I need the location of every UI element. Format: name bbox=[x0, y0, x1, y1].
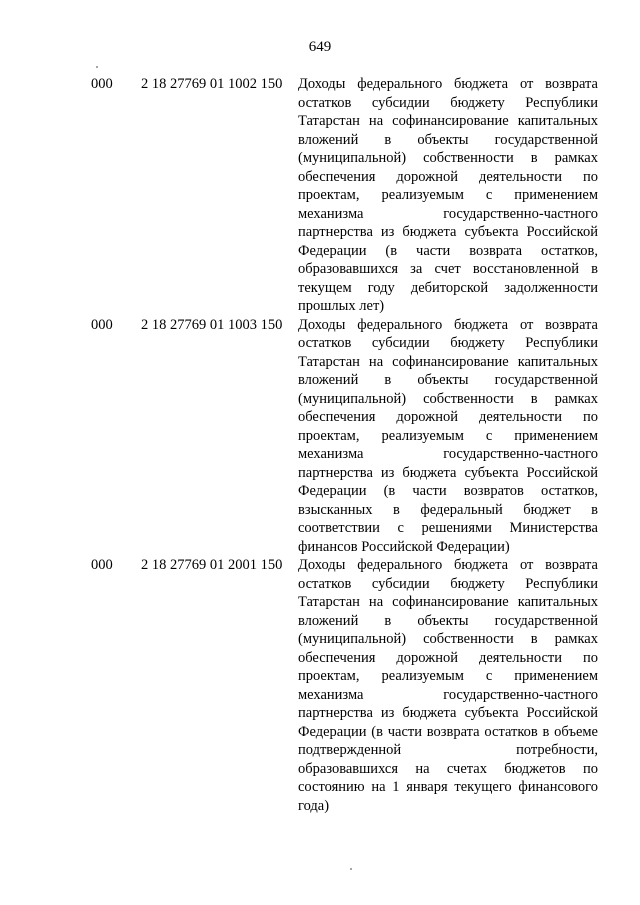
description-line: подтвержденной потребности, bbox=[298, 742, 598, 758]
description-line: партнерства из бюджета субъекта Российской bbox=[298, 464, 598, 481]
description-line: (муниципальной) собственности в рамках bbox=[298, 390, 598, 407]
description-line: Татарстан на софинансирование капитальных bbox=[298, 353, 598, 370]
description-line: прошлых лет) bbox=[298, 298, 385, 314]
description-line: года) bbox=[298, 797, 330, 814]
description-line: образовавшихся на счетах бюджетов по bbox=[298, 760, 598, 777]
scan-speck bbox=[96, 66, 98, 68]
description-line: взысканных в федеральный бюджет в bbox=[298, 501, 598, 518]
description-line: проектам, реализуемым с применением bbox=[298, 187, 598, 203]
description-line: образовавшихся за счет восстановленной в bbox=[298, 261, 598, 277]
description-line: Доходы федерального бюджета от возврата bbox=[298, 557, 598, 573]
description-line: проектам, реализуемым с применением bbox=[298, 668, 598, 684]
revenue-code-entry bbox=[0, 316, 640, 557]
description-line: проектам, реализуемым с применением bbox=[298, 427, 598, 444]
description-line: обеспечения дорожной деятельности по bbox=[298, 649, 598, 666]
revenue-description bbox=[298, 556, 598, 815]
description-line: Татарстан на софинансирование капитальных bbox=[298, 594, 598, 610]
budget-classification-code: 2 18 27769 01 1002 150 bbox=[141, 76, 283, 92]
description-line: Доходы федерального бюджета от возврата bbox=[298, 316, 598, 333]
description-line: вложений в объекты государственной bbox=[298, 612, 598, 629]
description-line: обеспечения дорожной деятельности по bbox=[298, 168, 598, 185]
description-line: Федерации (в части возвратов остатков, bbox=[298, 483, 598, 499]
revenue-description bbox=[298, 316, 598, 557]
description-line: партнерства из бюджета субъекта Российской bbox=[298, 705, 598, 721]
description-line: партнерства из бюджета субъекта Российской bbox=[298, 224, 598, 240]
description-line: Федерации (в части возврата остатков в объеме bbox=[298, 723, 598, 740]
description-line: остатков субсидии бюджету Республики bbox=[298, 335, 598, 351]
revenue-code-list bbox=[0, 75, 640, 815]
description-line: вложений в объекты государственной bbox=[298, 131, 598, 148]
revenue-description bbox=[298, 75, 598, 316]
revenue-code-entry bbox=[0, 556, 640, 815]
description-line: остатков субсидии бюджету Республики bbox=[298, 94, 598, 111]
scan-speck bbox=[350, 868, 352, 870]
description-line: механизма государственно-частного bbox=[298, 446, 598, 462]
description-line: механизма государственно-частного bbox=[298, 205, 598, 222]
description-line: Доходы федерального бюджета от возврата bbox=[298, 76, 598, 92]
description-line: Федерации (в части возврата остатков, bbox=[298, 242, 598, 259]
description-line: (муниципальной) собственности в рамках bbox=[298, 150, 598, 166]
budget-classification-code: 2 18 27769 01 1003 150 bbox=[141, 316, 283, 333]
description-line: Татарстан на софинансирование капитальных bbox=[298, 113, 598, 129]
page-number: 649 bbox=[308, 39, 332, 55]
admin-code: 000 bbox=[91, 557, 113, 573]
admin-code: 000 bbox=[91, 76, 113, 92]
description-line: состоянию на 1 января текущего финансового bbox=[298, 779, 598, 795]
description-line: финансов Российской Федерации) bbox=[298, 538, 510, 555]
description-line: соответствии с решениями Министерства bbox=[298, 520, 598, 536]
description-line: текущем году дебиторской задолженности bbox=[298, 279, 598, 296]
description-line: механизма государственно-частного bbox=[298, 686, 598, 703]
description-line: (муниципальной) собственности в рамках bbox=[298, 631, 598, 647]
budget-classification-code: 2 18 27769 01 2001 150 bbox=[141, 557, 283, 573]
revenue-code-entry bbox=[0, 75, 640, 316]
admin-code: 000 bbox=[91, 316, 113, 333]
description-line: вложений в объекты государственной bbox=[298, 372, 598, 388]
description-line: обеспечения дорожной деятельности по bbox=[298, 409, 598, 425]
description-line: остатков субсидии бюджету Республики bbox=[298, 575, 598, 592]
